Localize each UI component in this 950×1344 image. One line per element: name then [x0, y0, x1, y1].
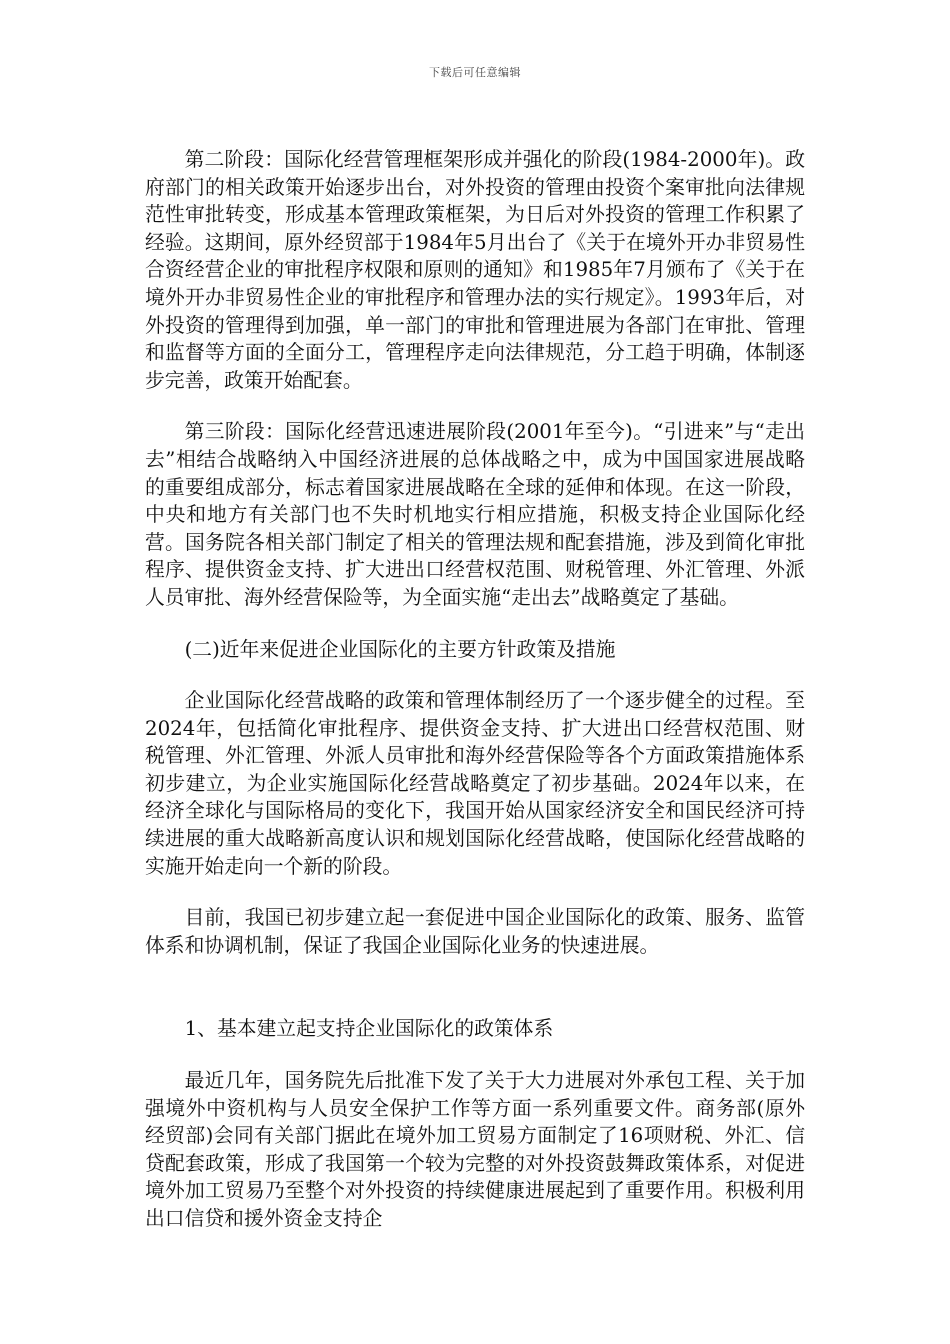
- paragraph-gap: [145, 394, 805, 418]
- section-heading-policies: (二)近年来促进企业国际化的主要方针政策及措施: [184, 637, 616, 661]
- paragraph-policy-system: 企业国际化经营战略的政策和管理体制经历了一个逐步健全的过程。至2024年，包括简化审批程序、提供资金支持、扩大进出口经营权范围、财税管理、外汇管理、外派人员审批和海外经营保险等各个方面政策措施体系初步建立，为企业实施国际化经营战略奠定了初步基础。2024年以来，在经济全球化与国际格局的变化下，我国开始从国家经济安全和国民经济可持续进展的重大战略新高度认识和规划国际化经营战略，使国际化经营战略的实施开始走向一个新的阶段。: [145, 689, 805, 878]
- header-note: 下载后可任意编辑: [429, 66, 521, 79]
- subsection-heading-policy-system: 1、基本建立起支持企业国际化的政策体系: [184, 1017, 554, 1041]
- paragraph-stage-three: 第三阶段：国际化经营迅速进展阶段(2001年至今)。“引进来”与“走出去”相结合战略纳入中国经济进展的总体战略之中，成为中国国家进展战略的重要组成部分，标志着国家进展战略在全球的延伸和体现。在这一阶段，中央和地方有关部门也不失时机地实行相应措施，积极支持企业国际化经营。国务院各相关部门制定了相关的管理法规和配套措施，涉及到简化审批程序、提供资金支持、扩大进出口经营权范围、财税管理、外汇管理、外派人员审批、海外经营保险等，为全面实施“走出去”战略奠定了基础。: [145, 420, 805, 609]
- document-body: [145, 146, 805, 1233]
- paragraph-current-status: 目前，我国已初步建立起一套促进中国企业国际化的政策、服务、监管体系和协调机制，保证了我国企业国际化业务的快速进展。: [145, 906, 805, 957]
- paragraph-gap: [145, 663, 805, 687]
- paragraph-gap: [145, 880, 805, 904]
- paragraph-gap: [145, 612, 805, 636]
- paragraph-gap: [145, 959, 805, 1015]
- paragraph-gap: [145, 1043, 805, 1067]
- paragraph-stage-two: 第二阶段：国际化经营管理框架形成并强化的阶段(1984-2000年)。政府部门的相关政策开始逐步出台，对外投资的管理由投资个案审批向法律规范性审批转变，形成基本管理政策框架，为日后对外投资的管理工作积累了经验。这期间，原外经贸部于1984年5月出台了《关于在境外开办非贸易性合资经营企业的审批程序权限和原则的通知》和1985年7月颁布了《关于在境外开办非贸易性企业的审批程序和管理办法的实行规定》。1993年后，对外投资的管理得到加强，单一部门的审批和管理进展为各部门在审批、管理和监督等方面的全面分工，管理程序走向法律规范，分工趋于明确，体制逐步完善，政策开始配套。: [145, 148, 805, 392]
- paragraph-recent-years: 最近几年，国务院先后批准下发了关于大力进展对外承包工程、关于加强境外中资机构与人员安全保护工作等方面一系列重要文件。商务部(原外经贸部)会同有关部门据此在境外加工贸易方面制定了16项财税、外汇、信贷配套政策，形成了我国第一个较为完整的对外投资鼓舞政策体系，对促进境外加工贸易乃至整个对外投资的持续健康进展起到了重要作用。积极利用出口信贷和援外资金支持企: [145, 1069, 805, 1230]
